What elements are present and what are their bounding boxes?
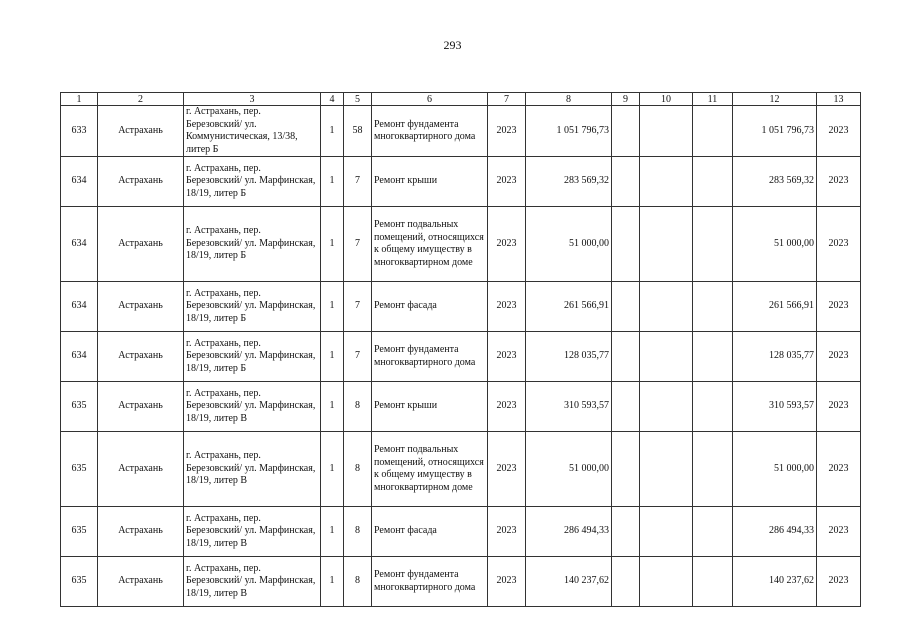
column-header: 6 xyxy=(372,93,488,106)
cell-work-type: Ремонт фасада xyxy=(372,507,488,557)
cell-col5: 7 xyxy=(344,157,372,207)
cell-city: Астрахань xyxy=(98,332,184,382)
cell-year: 2023 xyxy=(488,332,526,382)
cell-city: Астрахань xyxy=(98,432,184,507)
column-header: 12 xyxy=(733,93,817,106)
cell-work-type: Ремонт подвальных помещений, относящихся к общему имуществу в многоквартирном доме xyxy=(372,207,488,282)
table-row xyxy=(61,207,861,282)
cell-col4: 1 xyxy=(321,282,344,332)
cell-col5: 7 xyxy=(344,207,372,282)
cell-total: 128 035,77 xyxy=(733,332,817,382)
cell-work-type: Ремонт крыши xyxy=(372,382,488,432)
cell-number: 634 xyxy=(61,157,98,207)
cell-col10 xyxy=(640,382,693,432)
cell-col4: 1 xyxy=(321,207,344,282)
cell-total: 140 237,62 xyxy=(733,557,817,607)
cell-total: 283 569,32 xyxy=(733,157,817,207)
cell-address: г. Астрахань, пер. Березовский/ ул. Марфинская, 18/19, литер Б xyxy=(184,207,321,282)
cell-address: г. Астрахань, пер. Березовский/ ул. Марфинская, 18/19, литер В xyxy=(184,557,321,607)
cell-number: 635 xyxy=(61,432,98,507)
table-row xyxy=(61,106,861,157)
column-header: 1 xyxy=(61,93,98,106)
column-number-row xyxy=(61,93,861,106)
cell-year-end: 2023 xyxy=(817,432,861,507)
cell-number: 635 xyxy=(61,557,98,607)
cell-work-type: Ремонт крыши xyxy=(372,157,488,207)
cell-col11 xyxy=(693,557,733,607)
cell-total: 261 566,91 xyxy=(733,282,817,332)
cell-col9 xyxy=(612,157,640,207)
cell-total: 1 051 796,73 xyxy=(733,106,817,157)
cell-work-type: Ремонт фундамента многоквартирного дома xyxy=(372,332,488,382)
cell-total: 51 000,00 xyxy=(733,432,817,507)
cell-year: 2023 xyxy=(488,382,526,432)
column-header: 3 xyxy=(184,93,321,106)
cell-number: 633 xyxy=(61,106,98,157)
column-header: 8 xyxy=(526,93,612,106)
cell-col5: 8 xyxy=(344,557,372,607)
cell-number: 634 xyxy=(61,282,98,332)
column-header: 13 xyxy=(817,93,861,106)
cell-year-end: 2023 xyxy=(817,382,861,432)
cell-col11 xyxy=(693,207,733,282)
cell-col4: 1 xyxy=(321,157,344,207)
cell-amount: 261 566,91 xyxy=(526,282,612,332)
cell-amount: 1 051 796,73 xyxy=(526,106,612,157)
cell-amount: 51 000,00 xyxy=(526,432,612,507)
cell-col4: 1 xyxy=(321,106,344,157)
cell-col9 xyxy=(612,507,640,557)
cell-col11 xyxy=(693,507,733,557)
cell-amount: 286 494,33 xyxy=(526,507,612,557)
cell-city: Астрахань xyxy=(98,282,184,332)
cell-col4: 1 xyxy=(321,507,344,557)
table-header xyxy=(61,93,861,106)
cell-address: г. Астрахань, пер. Березовский/ ул. Марфинская, 18/19, литер В xyxy=(184,507,321,557)
cell-amount: 310 593,57 xyxy=(526,382,612,432)
column-header: 5 xyxy=(344,93,372,106)
column-header: 11 xyxy=(693,93,733,106)
cell-city: Астрахань xyxy=(98,106,184,157)
cell-col11 xyxy=(693,106,733,157)
cell-col4: 1 xyxy=(321,432,344,507)
cell-col5: 8 xyxy=(344,432,372,507)
cell-col9 xyxy=(612,282,640,332)
cell-year: 2023 xyxy=(488,432,526,507)
cell-col4: 1 xyxy=(321,382,344,432)
cell-col4: 1 xyxy=(321,557,344,607)
cell-col9 xyxy=(612,382,640,432)
table-row xyxy=(61,382,861,432)
cell-col9 xyxy=(612,557,640,607)
cell-col11 xyxy=(693,382,733,432)
cell-col5: 8 xyxy=(344,507,372,557)
cell-year-end: 2023 xyxy=(817,207,861,282)
cell-number: 634 xyxy=(61,332,98,382)
cell-col9 xyxy=(612,332,640,382)
cell-col10 xyxy=(640,157,693,207)
cell-col5: 7 xyxy=(344,282,372,332)
cell-col4: 1 xyxy=(321,332,344,382)
cell-address: г. Астрахань, пер. Березовский/ ул. Коммунистическая, 13/38, литер Б xyxy=(184,106,321,157)
cell-col9 xyxy=(612,207,640,282)
cell-address: г. Астрахань, пер. Березовский/ ул. Марфинская, 18/19, литер В xyxy=(184,432,321,507)
cell-col10 xyxy=(640,557,693,607)
cell-year: 2023 xyxy=(488,557,526,607)
cell-total: 51 000,00 xyxy=(733,207,817,282)
cell-number: 634 xyxy=(61,207,98,282)
cell-amount: 140 237,62 xyxy=(526,557,612,607)
cell-col10 xyxy=(640,507,693,557)
cell-number: 635 xyxy=(61,507,98,557)
cell-city: Астрахань xyxy=(98,382,184,432)
cell-col11 xyxy=(693,332,733,382)
cell-total: 286 494,33 xyxy=(733,507,817,557)
cell-work-type: Ремонт подвальных помещений, относящихся к общему имуществу в многоквартирном доме xyxy=(372,432,488,507)
cell-year-end: 2023 xyxy=(817,557,861,607)
cell-work-type: Ремонт фундамента многоквартирного дома xyxy=(372,106,488,157)
cell-col10 xyxy=(640,432,693,507)
cell-address: г. Астрахань, пер. Березовский/ ул. Марфинская, 18/19, литер В xyxy=(184,382,321,432)
column-header: 10 xyxy=(640,93,693,106)
column-header: 2 xyxy=(98,93,184,106)
table-row xyxy=(61,157,861,207)
cell-city: Астрахань xyxy=(98,507,184,557)
page-number: 293 xyxy=(443,38,462,52)
cell-col10 xyxy=(640,207,693,282)
cell-col9 xyxy=(612,432,640,507)
cell-year-end: 2023 xyxy=(817,157,861,207)
cell-amount: 283 569,32 xyxy=(526,157,612,207)
cell-year-end: 2023 xyxy=(817,282,861,332)
table-row xyxy=(61,507,861,557)
cell-year-end: 2023 xyxy=(817,507,861,557)
cell-year: 2023 xyxy=(488,106,526,157)
cell-col10 xyxy=(640,282,693,332)
cell-year: 2023 xyxy=(488,157,526,207)
cell-year-end: 2023 xyxy=(817,332,861,382)
table-row xyxy=(61,332,861,382)
cell-col11 xyxy=(693,157,733,207)
table-row xyxy=(61,282,861,332)
cell-year: 2023 xyxy=(488,207,526,282)
cell-year: 2023 xyxy=(488,507,526,557)
cell-work-type: Ремонт фундамента многоквартирного дома xyxy=(372,557,488,607)
cell-address: г. Астрахань, пер. Березовский/ ул. Марфинская, 18/19, литер Б xyxy=(184,332,321,382)
cell-city: Астрахань xyxy=(98,557,184,607)
cell-amount: 51 000,00 xyxy=(526,207,612,282)
column-header: 4 xyxy=(321,93,344,106)
column-header: 7 xyxy=(488,93,526,106)
table-row xyxy=(61,432,861,507)
cell-amount: 128 035,77 xyxy=(526,332,612,382)
cell-col10 xyxy=(640,106,693,157)
cell-address: г. Астрахань, пер. Березовский/ ул. Марфинская, 18/19, литер Б xyxy=(184,282,321,332)
cell-year-end: 2023 xyxy=(817,106,861,157)
cell-city: Астрахань xyxy=(98,157,184,207)
cell-total: 310 593,57 xyxy=(733,382,817,432)
table-row xyxy=(61,557,861,607)
cell-number: 635 xyxy=(61,382,98,432)
table-body xyxy=(61,106,861,607)
cell-work-type: Ремонт фасада xyxy=(372,282,488,332)
cell-col11 xyxy=(693,282,733,332)
cell-col9 xyxy=(612,106,640,157)
cell-col10 xyxy=(640,332,693,382)
cell-col5: 8 xyxy=(344,382,372,432)
column-header: 9 xyxy=(612,93,640,106)
cell-col11 xyxy=(693,432,733,507)
cell-address: г. Астрахань, пер. Березовский/ ул. Марфинская, 18/19, литер Б xyxy=(184,157,321,207)
cell-city: Астрахань xyxy=(98,207,184,282)
cell-col5: 7 xyxy=(344,332,372,382)
repair-schedule-table xyxy=(60,92,861,607)
cell-col5: 58 xyxy=(344,106,372,157)
cell-year: 2023 xyxy=(488,282,526,332)
